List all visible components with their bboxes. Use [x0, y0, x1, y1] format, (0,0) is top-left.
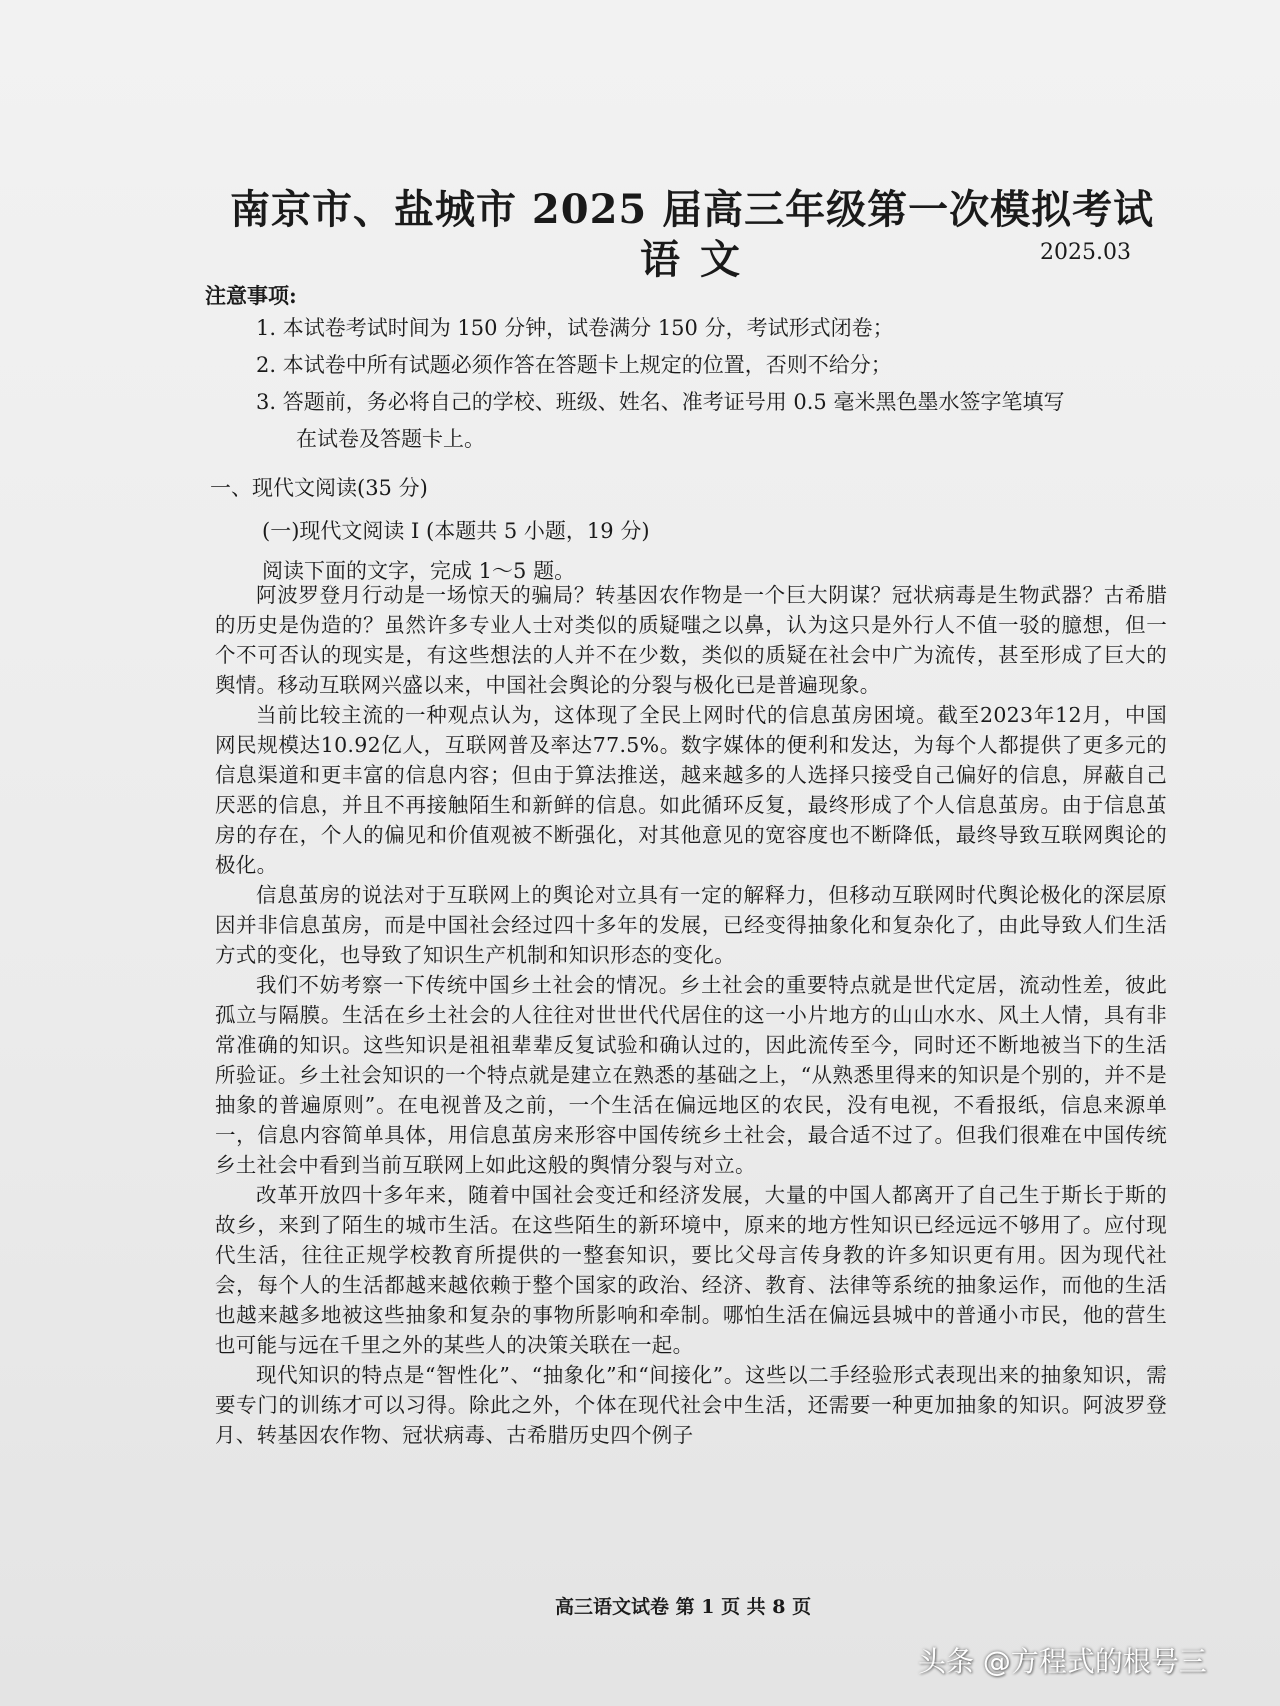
subsection-title: (一)现代文阅读 I (本题共 5 小题，19 分) — [262, 519, 650, 543]
section-title: 一、现代文阅读(35 分) — [210, 476, 428, 500]
page-footer: 高三语文试卷 第 1 页 共 8 页 — [555, 1596, 812, 1618]
notice-list — [256, 310, 1176, 458]
reading-instruction: 阅读下面的文字，完成 1～5 题。 — [262, 559, 576, 583]
subject-title: 语文 — [640, 236, 760, 283]
passage-paragraph: 现代知识的特点是“智性化”、“抽象化”和“间接化”。这些以二手经验形式表现出来的抽象知识，需要专门的训练才可以习得。除此之外，个体在现代社会中生活，还需要一种更加抽象的知识。阿波罗登月、转基因农作物、冠状病毒、古希腊历史四个例子 — [215, 1363, 1167, 1447]
notice-item: 2. 本试卷中所有试题必须作答在答题卡上规定的位置，否则不给分； — [256, 353, 892, 377]
passage-paragraph: 阿波罗登月行动是一场惊天的骗局？转基因农作物是一个巨大阴谋？冠状病毒是生物武器？古希腊的历史是伪造的？虽然许多专业人士对类似的质疑嗤之以鼻，认为这只是外行人不值一驳的臆想，但一个不可否认的现实是，有这些想法的人并不在少数，类似的质疑在社会中广为流传，甚至形成了巨大的舆情。移动互联网兴盛以来，中国社会舆论的分裂与极化已是普遍现象。 — [215, 583, 1167, 697]
exam-date: 2025.03 — [1040, 240, 1131, 265]
notice-heading: 注意事项: — [205, 283, 297, 308]
passage-paragraph: 当前比较主流的一种观点认为，这体现了全民上网时代的信息茧房困境。截至2023年12月，中国网民规模达10.92亿人，互联网普及率达77.5%。数字媒体的便利和发达，为每个人都提供了更多元的信息渠道和更丰富的信息内容；但由于算法推送，越来越多的人选择只接受自己偏好的信息，屏蔽自己厌恶的信息，并且不再接触陌生和新鲜的信息。如此循环反复，最终形成了个人信息茧房。由于信息茧房的存在，个人的偏见和价值观被不断强化，对其他意见的宽容度也不断降低，最终导致互联网舆论的极化。 — [215, 703, 1167, 877]
passage-paragraph: 我们不妨考察一下传统中国乡土社会的情况。乡土社会的重要特点就是世代定居，流动性差，彼此孤立与隔膜。生活在乡土社会的人往往对世世代代居住的这一小片地方的山山水水、风土人情，具有非常准确的知识。这些知识是祖祖辈辈反复试验和确认过的，因此流传至今，同时还不断地被当下的生活所验证。乡土社会知识的一个特点就是建立在熟悉的基础之上，“从熟悉里得来的知识是个别的，并不是抽象的普遍原则”。在电视普及之前，一个生活在偏远地区的农民，没有电视，不看报纸，信息来源单一，信息内容简单具体，用信息茧房来形容中国传统乡土社会，最合适不过了。但我们很难在中国传统乡土社会中看到当前互联网上如此这般的舆情分裂与对立。 — [215, 973, 1167, 1177]
reading-passage — [215, 580, 1167, 1450]
notice-item: 3. 答题前，务必将自己的学校、班级、姓名、准考证号用 0.5 毫米黑色墨水签字笔填写 — [256, 390, 1065, 414]
notice-item-continuation: 在试卷及答题卡上。 — [296, 427, 485, 451]
watermark: 头条 @方程式的根号三 — [918, 1645, 1207, 1678]
passage-paragraph: 改革开放四十多年来，随着中国社会变迁和经济发展，大量的中国人都离开了自己生于斯长于斯的故乡，来到了陌生的城市生活。在这些陌生的新环境中，原来的地方性知识已经远远不够用了。应付现代生活，往往正规学校教育所提供的一整套知识，要比父母言传身教的许多知识更有用。因为现代社会，每个人的生活都越来越依赖于整个国家的政治、经济、教育、法律等系统的抽象运作，而他的生活也越来越多地被这些抽象和复杂的事物所影响和牵制。哪怕生活在偏远县城中的普通小市民，他的营生也可能与远在千里之外的某些人的决策关联在一起。 — [215, 1183, 1167, 1357]
exam-title: 南京市、盐城市 2025 届高三年级第一次模拟考试 — [230, 186, 1155, 233]
passage-paragraph: 信息茧房的说法对于互联网上的舆论对立具有一定的解释力，但移动互联网时代舆论极化的深层原因并非信息茧房，而是中国社会经过四十多年的发展，已经变得抽象化和复杂化了，由此导致人们生活方式的变化，也导致了知识生产机制和知识形态的变化。 — [215, 883, 1167, 967]
notice-item: 1. 本试卷考试时间为 150 分钟，试卷满分 150 分，考试形式闭卷； — [256, 316, 894, 340]
